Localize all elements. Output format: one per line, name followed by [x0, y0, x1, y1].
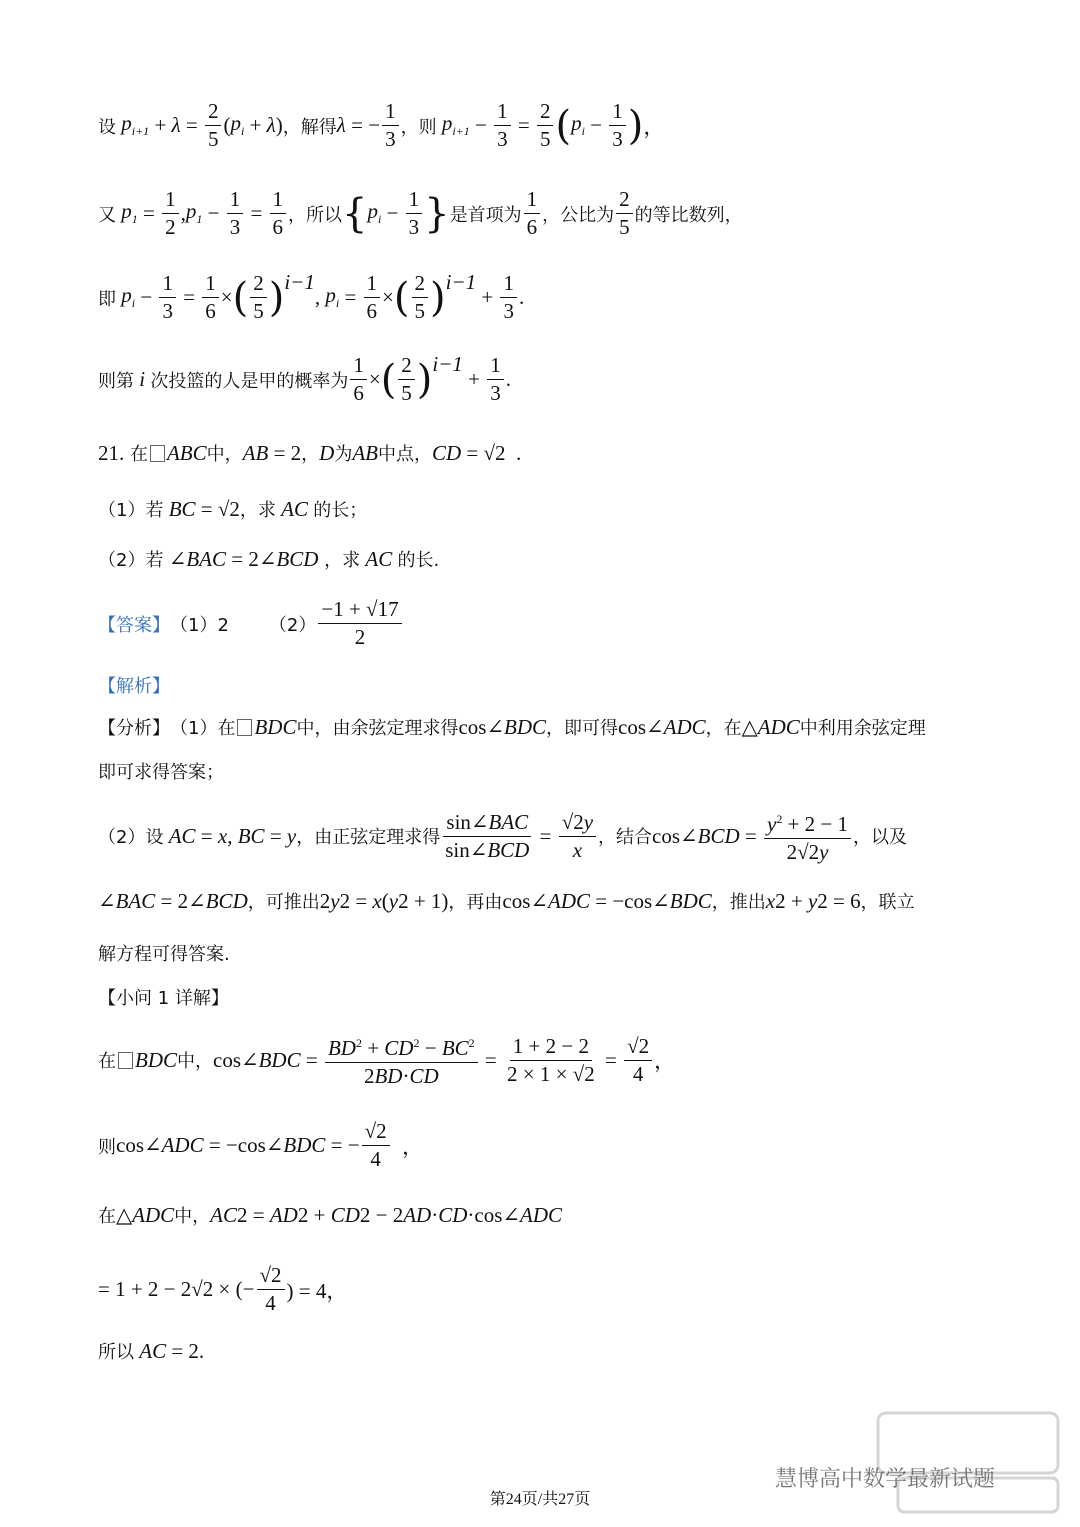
text: 又	[98, 204, 116, 226]
text: 的等比数列，	[634, 204, 743, 226]
question-21-part-2: （2）若 ∠ BAC = 2∠ BCD ，求 AC 的长.	[98, 546, 440, 571]
detail-line-1: 在 BDC 中， cos∠ BDC = $\frac{BD^2 + CD^2 - BC^2}{2BD\cdot CD}$ = $\frac{1 + 2 - 2}{2 \times 1 \times √2}$ = $\frac{√2}{4}$ ，	[98, 1030, 675, 1090]
text: 是首项为	[449, 204, 522, 226]
text: 中，	[206, 444, 243, 465]
answer-tag: 【答案】	[98, 614, 170, 636]
text: （2）若	[98, 550, 164, 571]
text: （2）	[268, 614, 317, 636]
text: 【分析】	[98, 718, 170, 739]
analysis-line-3: （2）设 AC = x , BC = y ，由正弦定理求得 $\frac{\text{sin∠BAC}}{\text{sin∠BCD}}$ = $\frac{√2y}{x}$ ，结合 cos∠ BCD = $\frac{y^2 + 2 - 1}{2√2y}$ ，以及	[98, 806, 907, 866]
detail-line-5: 所以 AC = 2.	[98, 1338, 205, 1363]
text: ，结合	[598, 827, 653, 848]
line-4: 则第 i 次投篮的人是甲的概率为 $\frac{1}{6}$ × ( $\frac{2}{5}$ ) i−1 + $\frac{1}{3}$ .	[98, 352, 512, 405]
text: ，求	[239, 500, 276, 521]
text: 的长；	[313, 500, 368, 521]
question-21-part-1: （1）若 BC = √2 ，求 AC 的长；	[98, 496, 368, 521]
page-footer: 第24页/共27页	[489, 1491, 591, 1508]
text: 次投篮的人是甲的概率为	[150, 370, 349, 392]
text: ，公比为	[542, 204, 615, 226]
text: 中点，	[377, 444, 432, 465]
text: ，联立	[860, 892, 915, 913]
question-number: 21.	[98, 440, 125, 465]
line-2: 又 $p_1$ = $\frac{1}{2}$ , $p_1$ − $\frac{1}{3}$ = $\frac{1}{6}$ ，所以 { $p_i$ − $\frac{1}{3}$ } 是首项为 $\frac{1}{6}$ ，公比为 $\frac{2}{5}$ 的等比数列，	[98, 187, 743, 239]
text: i	[139, 367, 146, 391]
detail-line-4: = 1 + 2 − 2√2 × (− $\frac{√2}{4}$ ) = 4，	[98, 1263, 348, 1315]
answer-line: 【答案】 （1）2 （2） $\frac{-1 + √17}{2}$	[98, 596, 404, 651]
text: ，	[301, 444, 320, 465]
question-21: 21. 在 ABC 中， AB = 2 ， D 为 AB 中点， CD = √2 .	[98, 440, 522, 465]
text: ，可推出	[247, 892, 320, 913]
analysis-line-2	[98, 758, 224, 784]
detail-tag-line	[98, 984, 229, 1010]
text: 则第	[98, 370, 134, 392]
text: 中，	[177, 1051, 213, 1072]
detail-tag: 【小问 1 详解】	[98, 988, 229, 1009]
text: 中，由余弦定理求得	[296, 718, 459, 739]
text: （1）2	[170, 614, 229, 636]
text: ，即可得	[546, 718, 619, 739]
text: 在	[129, 444, 148, 465]
text: 设	[98, 116, 116, 138]
analysis-tag: 【解析】	[98, 676, 170, 697]
text: （1）在	[170, 718, 236, 739]
text: 为	[334, 444, 353, 465]
text: 所以	[98, 1342, 134, 1363]
text: 在	[98, 1206, 116, 1227]
text: ，解得	[282, 116, 337, 138]
text: 中，	[174, 1206, 211, 1227]
text: 在	[98, 1051, 116, 1072]
line-3: 即 $p_i$ − $\frac{1}{3}$ = $\frac{1}{6}$ × ( $\frac{2}{5}$ ) i−1 , $p_i$ = $\frac{1}{6}$ × ( $\frac{2}{5}$ ) i−1 + $\frac{1}{3}$ .	[98, 270, 525, 323]
text: ，求	[324, 550, 361, 571]
text: ，再由	[448, 892, 503, 913]
text: ，则	[400, 116, 437, 138]
text: （1）若	[98, 500, 164, 521]
text: ，推出	[711, 892, 766, 913]
detail-line-2: 则 cos∠ ADC = −cos∠ BDC = − $\frac{√2}{4}$ ，	[98, 1119, 424, 1171]
text: ，在	[705, 718, 742, 739]
line-1: 设 $p_{i+1}$ + λ = $\frac{2}{5}$ ( $p_i$ + λ ) ，解得 λ = − $\frac{1}{3}$ ，则 $p_{i+1}$ − $\frac{1}{3}$ = $\frac{2}{5}$ ( $p_i$ − $\frac{1}{3}$ ) ，	[98, 99, 665, 151]
text: 中利用余弦定理	[799, 718, 926, 739]
analysis-line-1: 【分析】 （1）在 BDC 中，由余弦定理求得 cos∠ BDC ，即可得 cos∠ ADC ，在 △ ADC 中利用余弦定理	[98, 714, 926, 739]
analysis-tag-line	[98, 672, 170, 698]
text: ，由正弦定理求得	[296, 827, 441, 848]
text: ，以及	[853, 827, 907, 848]
text: 解方程可得答案.	[98, 944, 230, 965]
text: 即可求得答案；	[98, 762, 224, 783]
detail-line-3: 在 △ ADC 中， AC 2 = AD 2 + CD 2 − 2 AD · CD ·cos∠ ADC	[98, 1202, 562, 1227]
text: 的长.	[397, 550, 440, 571]
watermark-text: 慧博高中数学最新试题	[775, 1467, 996, 1492]
text: ，所以	[288, 204, 343, 226]
text: 即	[98, 288, 116, 310]
text: （2）设	[98, 827, 164, 848]
analysis-line-4: ∠ BAC = 2∠ BCD ，可推出 2 y 2 = x ( y 2 + 1) ，再由 cos∠ ADC = −cos∠ BDC ，推出 x 2 + y 2 = 6 ，联立	[98, 888, 915, 913]
analysis-line-5	[98, 940, 230, 966]
text: 则	[98, 1136, 116, 1158]
